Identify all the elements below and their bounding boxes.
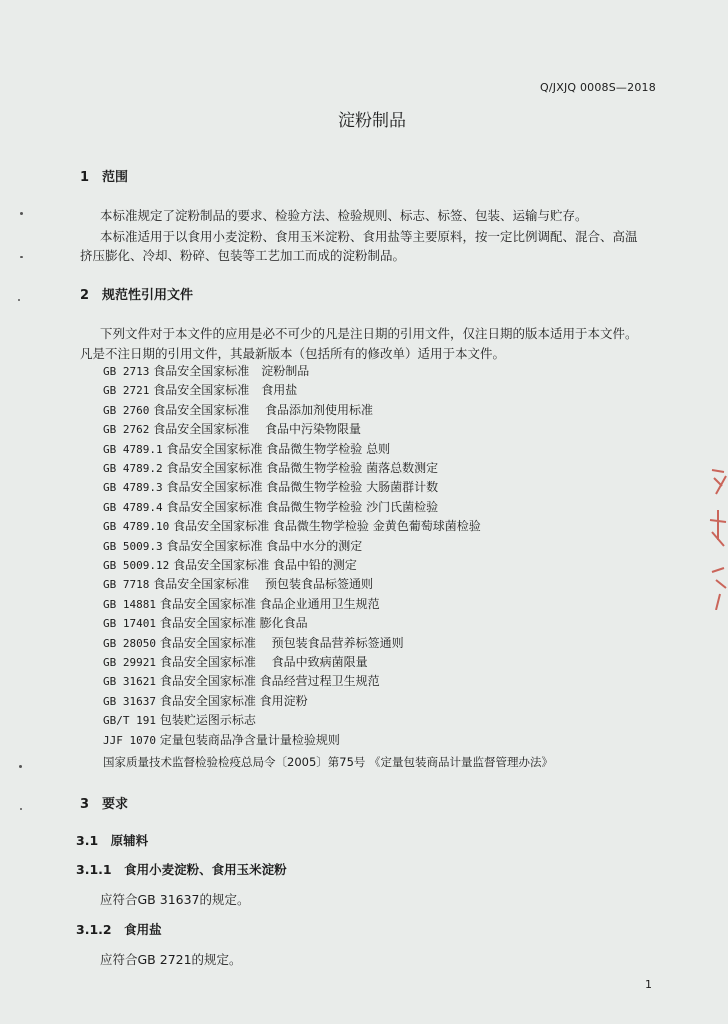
section-3-1-1-text: 应符合GB 31637的规定。 (100, 892, 250, 907)
section-3-1-2-heading: 3.1.2 食用盐 (76, 922, 162, 937)
section-3-1-2-text: 应符合GB 2721的规定。 (100, 952, 242, 967)
section-2-paragraph-line-2: 凡是不注日期的引用文件，其最新版本（包括所有的修改单）适用于本文件。 (80, 346, 506, 361)
reference-number: GB 28050 (103, 636, 156, 650)
reference-item (103, 459, 438, 476)
section-1-paragraph-1: 本标准规定了淀粉制品的要求、检验方法、检验规则、标志、标签、包装、运输与贮存。 (100, 208, 588, 223)
reference-item (103, 401, 373, 418)
reference-title: 食品安全国家标准 食用盐 (153, 383, 298, 398)
reference-item (103, 595, 380, 612)
reference-item (103, 537, 362, 554)
reference-title: 定量包装商品净含量计量检验规则 (159, 732, 340, 747)
reference-item (103, 634, 404, 651)
reference-number: GB 2760 (103, 403, 150, 417)
reference-number: GB 31637 (103, 694, 156, 708)
reference-title: 食品安全国家标准 食品微生物学检验 金黄色葡萄球菌检验 (173, 519, 481, 534)
reference-title: 包装贮运图示标志 (159, 713, 256, 728)
section-2-paragraph-line-1: 下列文件对于本文件的应用是必不可少的凡是注日期的引用文件，仅注日期的版本适用于本文件。 (100, 326, 638, 341)
reference-title: 食品安全国家标准 膨化食品 (159, 616, 308, 631)
reference-item (103, 731, 340, 748)
reference-number: GB 29921 (103, 656, 156, 669)
reference-item (103, 575, 373, 592)
reference-number: GB 17401 (103, 617, 156, 631)
scan-speck (19, 765, 22, 768)
reference-number: JJF 1070 (103, 733, 156, 747)
scan-speck (18, 299, 20, 301)
document-title: 淀粉制品 (338, 111, 406, 131)
reference-item (103, 381, 297, 398)
section-2-heading: 2 规范性引用文件 (80, 288, 194, 303)
reference-number: GB/T 191 (103, 714, 156, 728)
reference-item (103, 478, 438, 495)
section-3-1-heading: 3.1 原辅料 (76, 833, 149, 848)
scan-speck (20, 808, 22, 810)
reference-title: 食品安全国家标准 食用淀粉 (159, 693, 308, 708)
reference-number: GB 5009.12 (103, 559, 170, 572)
reference-title: 食品安全国家标准 食品中污染物限量 (153, 422, 362, 437)
reference-number: GB 14881 (103, 597, 156, 611)
section-1-paragraph-2-line-2: 挤压膨化、冷却、粉碎、包装等工艺加工而成的淀粉制品。 (80, 248, 406, 263)
section-3-1-1-heading: 3.1.1 食用小麦淀粉、食用玉米淀粉 (76, 862, 287, 877)
section-1-paragraph-2-line-1: 本标准适用于以食用小麦淀粉、食用玉米淀粉、食用盐等主要原料，按一定比例调配、混合、高温 (100, 229, 638, 244)
reference-item (103, 692, 308, 709)
standard-code: Q/JXJQ 0008S—2018 (540, 81, 656, 94)
red-seal-icon (706, 460, 728, 610)
reference-title: 食品安全国家标准 食品微生物学检验 菌落总数测定 (166, 461, 439, 475)
reference-number: GB 4789.4 (103, 500, 163, 514)
reference-title: 食品安全国家标准 食品添加剂使用标准 (153, 402, 374, 417)
reference-title: 食品安全国家标准 食品企业通用卫生规范 (159, 596, 380, 611)
reference-number: GB 2721 (103, 384, 150, 398)
reference-item (103, 440, 390, 457)
reference-title: 食品安全国家标准 食品中致病菌限量 (159, 655, 368, 669)
reference-number: GB 7718 (103, 578, 150, 592)
reference-number: GB 5009.3 (103, 539, 163, 553)
reference-title: 食品安全国家标准 食品微生物学检验 总则 (166, 441, 391, 456)
page-number: 1 (645, 978, 652, 991)
reference-item (103, 420, 361, 437)
reference-item (103, 711, 256, 728)
reference-item (103, 498, 438, 515)
reference-number: GB 2713 (103, 365, 150, 378)
scan-speck (20, 212, 23, 215)
reference-title: 食品安全国家标准 食品中铅的测定 (173, 558, 357, 572)
reference-item (103, 556, 357, 573)
reference-title: 食品安全国家标准 预包装食品标签通则 (153, 577, 374, 592)
reference-item (103, 517, 481, 534)
reference-number: GB 31621 (103, 675, 156, 689)
reference-title: 食品安全国家标准 预包装食品营养标签通则 (159, 635, 404, 650)
reference-title: 食品安全国家标准 食品经营过程卫生规范 (159, 674, 380, 689)
reference-item (103, 614, 308, 631)
reference-last: 国家质量技术监督检验检疫总局令〔2005〕第75号 《定量包装商品计量监督管理办法》 (103, 755, 554, 769)
section-1-heading: 1 范围 (80, 170, 129, 185)
section-3-heading: 3 要求 (80, 797, 129, 812)
reference-number: GB 4789.10 (103, 520, 170, 534)
reference-title: 食品安全国家标准 食品微生物学检验 大肠菌群计数 (166, 480, 439, 495)
scan-speck (20, 256, 23, 258)
reference-title: 食品安全国家标准 淀粉制品 (153, 364, 310, 378)
reference-number: GB 4789.2 (103, 462, 163, 475)
reference-number: GB 4789.3 (103, 481, 163, 495)
reference-title: 食品安全国家标准 食品中水分的测定 (166, 538, 363, 553)
reference-number: GB 2762 (103, 423, 150, 437)
reference-title: 食品安全国家标准 食品微生物学检验 沙门氏菌检验 (166, 499, 439, 514)
reference-number: GB 4789.1 (103, 442, 163, 456)
reference-item (103, 362, 309, 379)
reference-item (103, 653, 368, 670)
reference-item (103, 672, 380, 689)
